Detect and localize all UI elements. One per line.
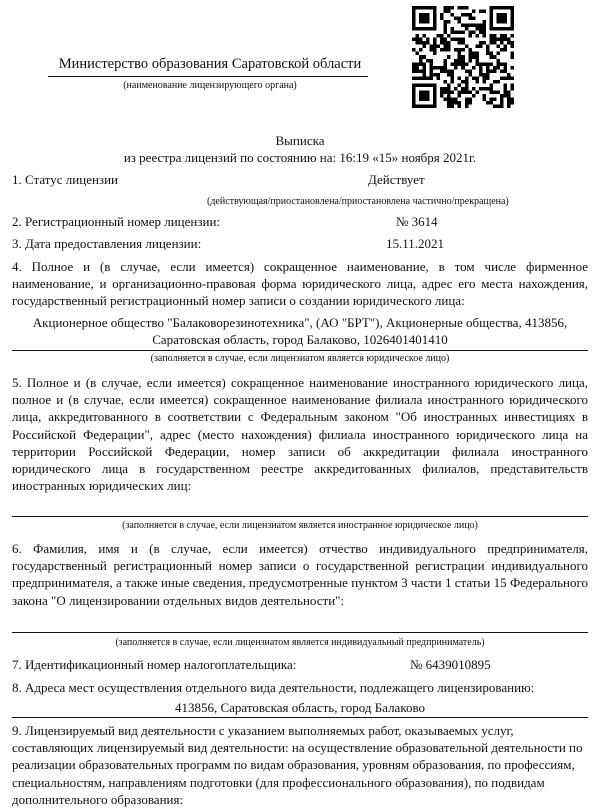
status-caption: (действующая/приостановлена/приостановлена частично/прекращена) [207,196,509,207]
divider [12,717,588,718]
item-4-caption: (заполняется в случае, если лицензиатом является юридическое лицо) [150,353,450,364]
date-label: 3. Дата предоставления лицензии: [12,236,202,251]
reg-number-label: 2. Регистрационный номер лицензии: [12,214,221,229]
date-value: 15.11.2021 [386,236,445,251]
licensing-authority: Министерство образования Саратовской области [58,56,362,72]
divider [12,632,588,633]
item-4-value-line1: Акционерное общество "Балаковорезинотехника", (АО "БРТ"), Акционерные общества, 413856, [32,315,568,330]
divider [12,350,588,351]
item-8-text: 8. Адреса мест осуществления отдельного вида деятельности, подлежащего лицензированию: [12,680,535,695]
item-5-text: 5. Полное и (в случае, если имеется) сокращенное наименование иностранного юридического лица, полное и (в случае, если имеется) сокращенное наименование филиала иностранного юридического лица, аккредитованного в соответствии с Федеральным законом "Об иностранных инвестициях в Российской Федерации", адрес (место нахождения) филиала иностранного юридического лица на территории Российской Федерации, номер записи об аккредитации филиала иностранного юридического лица в государственном реестре аккредитованных филиалов, представительств иностранных юридических лиц: [12,375,588,494]
divider [48,76,368,77]
qr-code [412,6,514,108]
document-title: Выписка [275,133,325,148]
inn-label: 7. Идентификационный номер налогоплательщика: [12,657,297,672]
reg-number-value: № 3614 [396,214,438,229]
document-subtitle: из реестра лицензий по состоянию на: 16:19 «15» ноября 2021г. [123,150,477,165]
status-value: Действует [368,172,425,187]
item-6-text: 6. Фамилия, имя и (в случае, если имеется) отчество индивидуального предпринимателя, государственный регистрационный номер записи о государственной регистрации индивидуального предпринимателя, а также иные сведения, предусмотренные пунктом 3 части 1 статьи 15 Федерального закона "О лицензировании отдельных видов деятельности": [12,541,588,608]
item-4-text: 4. Полное и (в случае, если имеется) сокращенное наименование, в том числе фирменное наименование, и организационно-правовая форма юридического лица, адрес его места нахождения, государственный регистрационный номер записи о создании юридического лица: [12,259,588,309]
item-4-value-line2: Саратовская область, город Балаково, 1026401401410 [152,332,448,347]
item-9-text: 9. Лицензируемый вид деятельности с указанием выполняемых работ, оказываемых услуг, составляющих лицензируемый вид деятельности: на осуществление образовательной деятельности по реализации образовательных программ по видам образования, уровням образования, по профессиям, специальностям, направлениям подготовки (для профессионального образования), по подвидам дополнительного образования: [12,723,583,807]
inn-value: № 6439010895 [410,657,491,672]
item-8-value: 413856, Саратовская область, город Балаково [174,700,426,715]
status-label: 1. Статус лицензии [12,172,118,187]
item-6-caption: (заполняется в случае, если лицензиатом является индивидуальный предприниматель) [115,637,485,648]
item-5-caption: (заполняется в случае, если лицензиатом является иностранное юридическое лицо) [122,520,478,531]
divider [12,516,588,517]
licensing-authority-caption: (наименование лицензирующего органа) [123,80,297,91]
